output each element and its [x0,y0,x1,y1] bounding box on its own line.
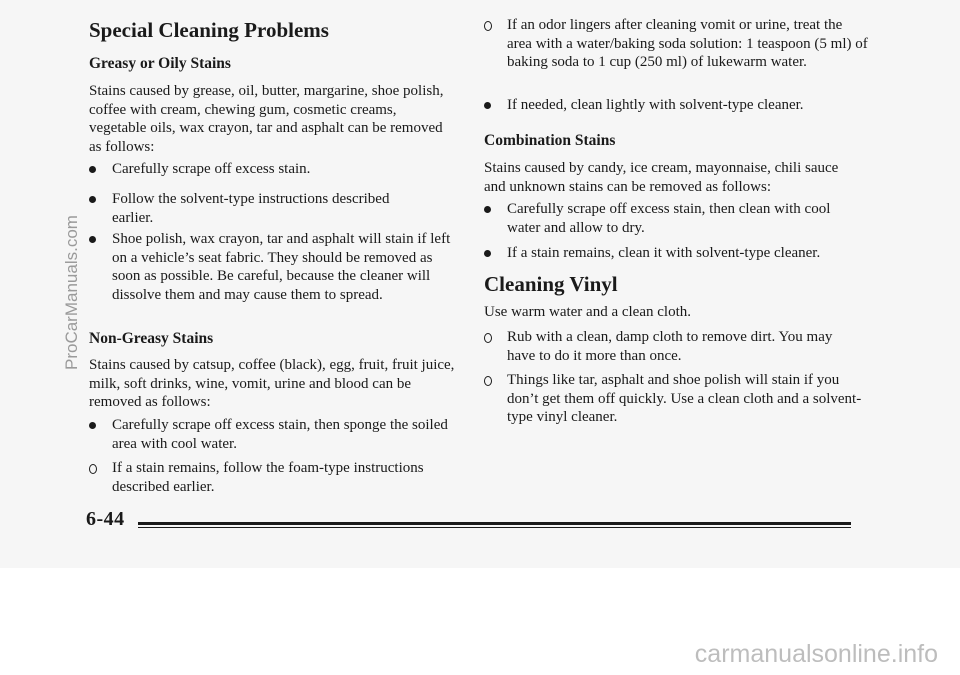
list-item-text: If needed, clean lightly with solvent-type cleaner. [507,97,804,113]
list-item-text: Carefully scrape off excess stain. [112,161,311,177]
list-item-text: If a stain remains, follow the foam-type instructions described earlier. [112,460,424,495]
list-item [484,16,869,72]
bullet-circle-icon [484,376,492,386]
list-item [484,371,869,427]
list-item [89,416,461,453]
list-item-text: Rub with a clean, damp cloth to remove dirt. You may have to do it more than once. [507,329,833,364]
greasy-intro-paragraph: Stains caused by grease, oil, butter, margarine, shoe polish, coffee with cream, chewing gum, cosmetic creams, vegetable oils, wax crayon, tar and asphalt can be removed as follows: [89,83,444,155]
bullet-dot-icon [89,166,96,173]
subheading-greasy-stains: Greasy or Oily Stains [89,55,231,72]
footer-rule-thin [138,527,851,528]
bullet-circle-icon [484,21,492,31]
list-item [484,328,844,365]
page-number: 6-44 [86,508,125,530]
section-title-cleaning-vinyl: Cleaning Vinyl [484,272,618,296]
list-item-text: Carefully scrape off excess stain, then sponge the soiled area with cool water. [112,417,448,452]
list-item [484,96,869,115]
list-item-text: Things like tar, asphalt and shoe polish will stain if you don’t get them off quickly. Use a clean cloth and a solvent-type vinyl cleaner. [507,372,862,425]
list-item [89,230,461,304]
list-item-text: If an odor lingers after cleaning vomit or urine, treat the area with a water/baking soda solution: 1 teaspoon (5 ml) of baking soda to 1 cup (250 ml) of lukewarm water. [507,17,868,70]
list-item [484,244,869,263]
list-item [484,200,844,237]
bullet-dot-icon [89,196,96,203]
bullet-dot-icon [484,206,491,213]
footer-rule [138,522,851,525]
non-greasy-intro-paragraph: Stains caused by catsup, coffee (black), egg, fruit, fruit juice, milk, soft drinks, wine, vomit, urine and blood can be removed as follows: [89,357,455,410]
bullet-dot-icon [484,250,491,257]
bullet-dot-icon [89,422,96,429]
side-watermark: ProCarManuals.com [62,215,81,370]
list-item [89,459,461,496]
bullet-circle-icon [89,464,97,474]
bullet-dot-icon [484,102,491,109]
list-item-text: Carefully scrape off excess stain, then clean with cool water and allow to dry. [507,201,831,236]
subheading-combination-stains: Combination Stains [484,132,616,149]
vinyl-intro-paragraph: Use warm water and a clean cloth. [484,304,691,320]
bullet-circle-icon [484,333,492,343]
subheading-non-greasy-stains: Non-Greasy Stains [89,330,214,347]
list-item-text: Shoe polish, wax crayon, tar and asphalt will stain if left on a vehicle’s seat fabric. They should be removed as soon as possible. Be careful, because the cleaner will dissolve them and may cause them to spread. [112,231,451,303]
list-item-text: Follow the solvent-type instructions described earlier. [112,191,390,226]
bullet-dot-icon [89,236,96,243]
combination-intro-paragraph: Stains caused by candy, ice cream, mayonnaise, chili sauce and unknown stains can be removed as follows: [484,160,839,195]
list-item-text: If a stain remains, clean it with solvent-type cleaner. [507,245,821,261]
section-title-special-cleaning: Special Cleaning Problems [89,18,329,42]
bottom-watermark: carmanualsonline.info [694,640,938,668]
list-item [89,190,424,227]
list-item [89,160,461,179]
